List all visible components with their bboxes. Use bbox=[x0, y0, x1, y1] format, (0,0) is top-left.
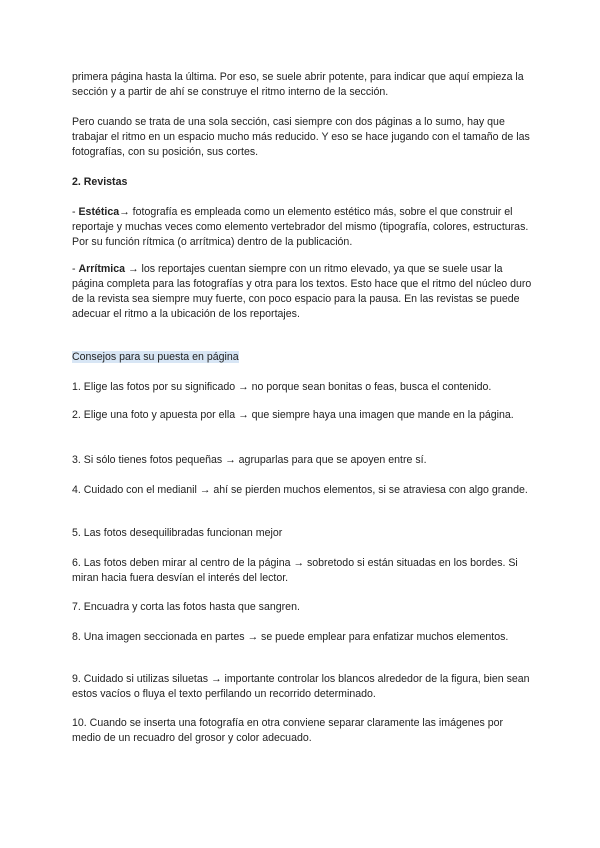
arritmica-paragraph bbox=[72, 262, 534, 322]
intro-paragraph-1: primera página hasta la última. Por eso, se suele abrir potente, para indicar que aquí empieza la sección y a partir de ahí se construye el ritmo interno de la sección. bbox=[72, 71, 524, 98]
intro-paragraph-2: Pero cuando se trata de una sola sección, casi siempre con dos páginas a lo sumo, hay que trabajar el ritmo en un espacio mucho más reducido. Y eso se hace jugando con el tamaño de las fotografías, con su posición, sus cortes. bbox=[72, 116, 530, 158]
arritmica-text: → los reportajes cuentan siempre con un ritmo elevado, ya que se suele usar la página completa para las fotografías y otra para los textos. Esto hace que el ritmo del núcleo duro de la revista sea siempre muy fuerte, con poco espacio para la pausa. En las revistas se puede adecuar el ritmo a la ubicación de los reportajes. bbox=[72, 263, 532, 320]
consejo-item-8: 8. Una imagen seccionada en partes → se puede emplear para enfatizar muchos elementos. bbox=[72, 631, 509, 643]
consejos-title: Consejos para su puesta en página bbox=[72, 351, 239, 363]
arritmica-prefix: - bbox=[72, 263, 79, 275]
estetica-paragraph bbox=[72, 205, 534, 250]
consejo-item-7: 7. Encuadra y corta las fotos hasta que sangren. bbox=[72, 601, 300, 613]
consejos-title-line bbox=[72, 350, 534, 365]
consejo-item-10: 10. Cuando se inserta una fotografía en otra conviene separar claramente las imágenes por medio de un recuadro del grosor y color adecuado. bbox=[72, 717, 504, 744]
consejo-item-5: 5. Las fotos desequilibradas funcionan mejor bbox=[72, 527, 283, 539]
consejo-item-6: 6. Las fotos deben mirar al centro de la página → sobretodo si están situadas en los bordes. Si miran hacia fuera desvían el interés del lector. bbox=[72, 557, 518, 584]
section-heading-revistas: 2. Revistas bbox=[72, 176, 128, 188]
consejo-item-4: 4. Cuidado con el medianil → ahí se pierden muchos elementos, si se atraviesa con algo grande. bbox=[72, 484, 528, 496]
consejo-item-3: 3. Si sólo tienes fotos pequeñas → agruparlas para que se apoyen entre sí. bbox=[72, 454, 427, 466]
consejo-item-9: 9. Cuidado si utilizas siluetas → importante controlar los blancos alrededor de la figura, bien sean estos vacíos o fluya el texto perfilando un recorrido determinado. bbox=[72, 673, 530, 700]
arritmica-term: Arrítmica bbox=[78, 263, 125, 275]
estetica-text: → fotografía es empleada como un elemento estético más, sobre el que construir el reportaje y muchas veces como elemento vertebrador del mismo (tipografía, colores, estructuras. Por su función rítmica (o arrítmica) dentro de la publicación. bbox=[72, 206, 529, 248]
estetica-term: Estética bbox=[78, 206, 120, 218]
consejo-item-1: 1. Elige las fotos por su significado → no porque sean bonitas o feas, busca el contenido. bbox=[72, 381, 492, 393]
consejo-item-2: 2. Elige una foto y apuesta por ella → que siempre haya una imagen que mande en la página. bbox=[72, 409, 514, 421]
estetica-prefix: - bbox=[72, 206, 79, 218]
